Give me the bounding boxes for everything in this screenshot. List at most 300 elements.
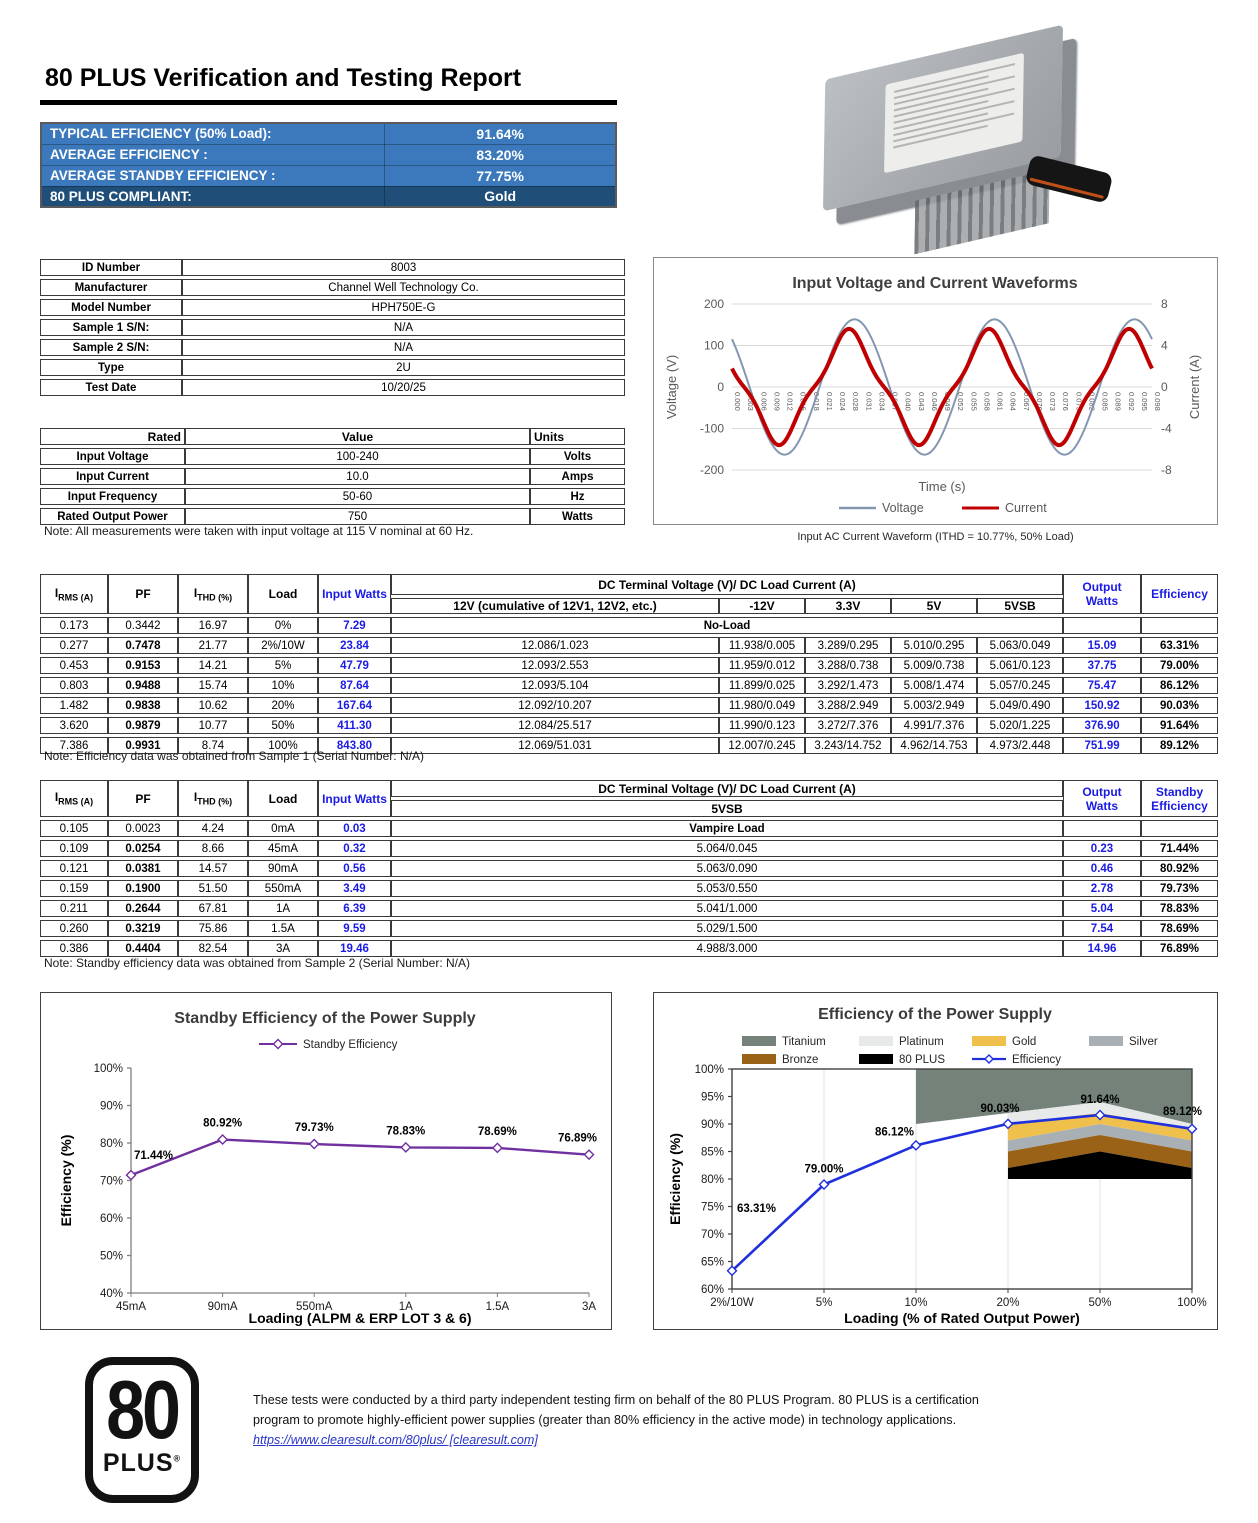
table-cell: 0.46	[1063, 860, 1141, 877]
table-cell: 0.121	[40, 860, 108, 877]
rated-row	[40, 448, 625, 465]
svg-text:Voltage (V): Voltage (V)	[664, 354, 679, 420]
svg-text:8: 8	[1161, 297, 1168, 311]
load-row	[40, 657, 1218, 674]
load-header: Load	[248, 780, 318, 817]
table-cell: 0.9488	[108, 677, 178, 694]
table-cell: 0.2644	[108, 900, 178, 917]
waveform-caption: Input AC Current Waveform (ITHD = 10.77%, 50% Load)	[797, 531, 1074, 543]
table-cell	[1063, 820, 1141, 837]
table-cell	[1063, 617, 1141, 634]
table-cell: 50-60	[185, 488, 530, 505]
table-cell: ID Number	[40, 259, 182, 276]
table-cell: 20%	[248, 697, 318, 714]
svg-text:0.024: 0.024	[838, 392, 847, 411]
table-cell: 5.049/0.490	[977, 697, 1063, 714]
svg-text:60%: 60%	[99, 1213, 123, 1225]
table-cell: 3A	[248, 940, 318, 957]
svg-text:0: 0	[717, 380, 724, 394]
table-cell: Input Voltage	[40, 448, 185, 465]
table-cell: 14.21	[178, 657, 248, 674]
table-cell: AVERAGE STANDBY EFFICIENCY :	[41, 165, 385, 186]
svg-text:-8: -8	[1161, 463, 1172, 477]
standby-test-table	[40, 777, 1218, 960]
svg-text:0.095: 0.095	[1139, 392, 1149, 411]
svg-text:0.067: 0.067	[1021, 392, 1031, 411]
table-cell: 75.47	[1063, 677, 1141, 694]
table-cell: 12.092/10.207	[391, 697, 719, 714]
svg-text:Input Voltage and Current Wave: Input Voltage and Current Waveforms	[792, 275, 1078, 292]
svg-text:0.092: 0.092	[1126, 392, 1136, 411]
table-cell: 3.292/1.473	[805, 677, 891, 694]
load-row	[40, 717, 1218, 734]
svg-text:79.73%: 79.73%	[294, 1122, 334, 1135]
value-header: Value	[185, 428, 530, 445]
svg-text:89.12%: 89.12%	[1162, 1105, 1202, 1118]
table-cell: 3.620	[40, 717, 108, 734]
table-cell: 5.003/2.949	[891, 697, 977, 714]
table-cell: 0.9153	[108, 657, 178, 674]
table-cell: 0.211	[40, 900, 108, 917]
table-cell: 4.973/2.448	[977, 737, 1063, 754]
svg-text:79.00%: 79.00%	[804, 1163, 844, 1176]
svg-text:Platinum: Platinum	[899, 1036, 944, 1048]
table-cell: 0.3442	[108, 617, 178, 634]
table-cell: Type	[40, 359, 182, 376]
footer-disclaimer	[253, 1390, 1111, 1450]
table-cell: 5.020/1.225	[977, 717, 1063, 734]
table-cell: 12.086/1.023	[391, 637, 719, 654]
standby-efficiency-chart	[40, 992, 612, 1330]
logo-80: 80	[106, 1363, 178, 1456]
load-row	[40, 677, 1218, 694]
table-cell: 0.56	[318, 860, 391, 877]
summary-row	[41, 165, 616, 186]
info-row	[40, 379, 625, 396]
svg-text:0.046: 0.046	[929, 392, 939, 411]
summary-table	[40, 122, 617, 208]
svg-text:0.073: 0.073	[1048, 392, 1057, 411]
table-cell: 1.482	[40, 697, 108, 714]
svg-text:70%: 70%	[700, 1229, 724, 1241]
table-cell: 0.3219	[108, 920, 178, 937]
svg-text:Efficiency of the Power Supply: Efficiency of the Power Supply	[818, 1006, 1052, 1023]
table-cell: 150.92	[1063, 697, 1141, 714]
svg-text:0.012: 0.012	[785, 392, 795, 411]
table-cell: 0.277	[40, 637, 108, 654]
svg-text:71.44%: 71.44%	[134, 1150, 174, 1163]
logo-plus: PLUS®	[102, 1449, 182, 1478]
svg-text:3A: 3A	[581, 1301, 597, 1313]
svg-text:65%: 65%	[700, 1256, 724, 1269]
table-cell: 5.063/0.090	[391, 860, 1063, 877]
svg-text:Current (A): Current (A)	[1187, 354, 1202, 420]
page-title: 80 PLUS Verification and Testing Report	[45, 64, 522, 92]
5vsb-header: 5VSB	[391, 800, 1063, 817]
table-cell: 90mA	[248, 860, 318, 877]
table-cell: 2U	[182, 359, 625, 376]
table-cell: 5%	[248, 657, 318, 674]
table-cell: 7.29	[318, 617, 391, 634]
svg-text:Silver: Silver	[1129, 1036, 1158, 1048]
table-cell: 0.159	[40, 880, 108, 897]
12v-header: 12V (cumulative of 12V1, 12V2, etc.)	[391, 598, 719, 614]
table-cell: Rated Output Power	[40, 508, 185, 525]
info-row	[40, 319, 625, 336]
info-row	[40, 339, 625, 356]
table-cell: 0.9838	[108, 697, 178, 714]
table-cell: 8.66	[178, 840, 248, 857]
table-cell: 75.86	[178, 920, 248, 937]
svg-text:-200: -200	[699, 463, 724, 477]
svg-text:0.098: 0.098	[1153, 392, 1162, 411]
svg-text:45mA: 45mA	[115, 1301, 147, 1313]
svg-text:70%: 70%	[99, 1175, 123, 1188]
table-cell: 45mA	[248, 840, 318, 857]
svg-text:Standby Efficiency: Standby Efficiency	[303, 1039, 398, 1051]
table-cell: 0.109	[40, 840, 108, 857]
svg-text:0.061: 0.061	[995, 392, 1005, 411]
svg-text:80 PLUS: 80 PLUS	[899, 1054, 946, 1066]
svg-text:4: 4	[1161, 338, 1168, 353]
table-cell: 83.20%	[385, 144, 616, 165]
footer-line1: These tests were conducted by a third party independent testing firm on behalf of the 80 PLUS Program. 80 PLUS is a certification	[253, 1393, 979, 1407]
table-cell: 5.064/0.045	[391, 840, 1063, 857]
table-cell: 37.75	[1063, 657, 1141, 674]
pf-header: PF	[108, 780, 178, 817]
table-cell: 100-240	[185, 448, 530, 465]
table-cell: 5.057/0.245	[977, 677, 1063, 694]
irms-header: $I_{RMS (A)}$	[40, 780, 108, 817]
clearesult-link[interactable]: https://www.clearesult.com/80plus/ [clearesult.com]	[253, 1433, 538, 1448]
table-cell: Amps	[530, 468, 625, 485]
table-cell: 411.30	[318, 717, 391, 734]
table-cell: 11.980/0.049	[719, 697, 805, 714]
output-watts-header: Output Watts	[1063, 780, 1141, 817]
svg-text:0.015: 0.015	[798, 392, 808, 411]
summary-row	[41, 186, 616, 207]
svg-text:80%: 80%	[99, 1138, 123, 1150]
table-cell: 10.62	[178, 697, 248, 714]
svg-text:63.31%: 63.31%	[737, 1203, 777, 1215]
table-cell: No-Load	[391, 617, 1063, 634]
table-cell: 80.92%	[1141, 860, 1218, 877]
svg-text:10%: 10%	[904, 1297, 928, 1309]
table-cell: 0%	[248, 617, 318, 634]
table-cell: 2%/10W	[248, 637, 318, 654]
table-cell: 0.0381	[108, 860, 178, 877]
table-cell	[1141, 820, 1218, 837]
svg-text:Efficiency (%): Efficiency (%)	[58, 1134, 74, 1227]
table-cell: 100%	[248, 737, 318, 754]
table-cell: 87.64	[318, 677, 391, 694]
table-cell: 80 PLUS COMPLIANT:	[41, 186, 385, 207]
summary-row	[41, 123, 616, 144]
standby-row	[40, 820, 1218, 837]
svg-text:-4: -4	[1161, 421, 1172, 436]
standby-row	[40, 860, 1218, 877]
table-cell: 3.289/0.295	[805, 637, 891, 654]
svg-text:Current: Current	[1005, 501, 1047, 515]
svg-text:Loading (% of Rated Output Pow: Loading (% of Rated Output Power)	[844, 1310, 1080, 1326]
table-cell: 3.288/2.949	[805, 697, 891, 714]
table-cell: Gold	[385, 186, 616, 207]
table-cell: 376.90	[1063, 717, 1141, 734]
standby-row	[40, 920, 1218, 937]
table-cell: 63.31%	[1141, 637, 1218, 654]
table-cell: 78.69%	[1141, 920, 1218, 937]
svg-text:0.028: 0.028	[851, 392, 861, 411]
table-cell: 0.1900	[108, 880, 178, 897]
svg-text:0.003: 0.003	[746, 392, 756, 411]
table-cell: 78.83%	[1141, 900, 1218, 917]
table-cell: 21.77	[178, 637, 248, 654]
rated-row	[40, 468, 625, 485]
svg-text:78.83%: 78.83%	[386, 1125, 426, 1138]
table-cell: 90.03%	[1141, 697, 1218, 714]
svg-text:0.079: 0.079	[1074, 392, 1084, 411]
svg-text:90.03%: 90.03%	[980, 1102, 1020, 1115]
svg-text:Efficiency: Efficiency	[1012, 1054, 1062, 1066]
svg-text:0.089: 0.089	[1113, 392, 1123, 411]
table-cell: 5.010/0.295	[891, 637, 977, 654]
table-cell: 0.173	[40, 617, 108, 634]
table-cell: 5.009/0.738	[891, 657, 977, 674]
svg-text:550mA: 550mA	[295, 1301, 333, 1313]
table-cell: 12.069/51.031	[391, 737, 719, 754]
table-cell: Hz	[530, 488, 625, 505]
svg-text:0.018: 0.018	[811, 392, 821, 411]
svg-text:50%: 50%	[99, 1250, 123, 1263]
svg-text:95%: 95%	[700, 1091, 724, 1104]
svg-text:0.076: 0.076	[1061, 392, 1071, 411]
svg-text:Efficiency (%): Efficiency (%)	[667, 1133, 683, 1225]
table-cell: 82.54	[178, 940, 248, 957]
svg-text:91.64%: 91.64%	[1080, 1093, 1120, 1106]
load-header: Load	[248, 574, 318, 614]
load-row	[40, 637, 1218, 654]
table-cell: N/A	[182, 339, 625, 356]
table-cell: 9.59	[318, 920, 391, 937]
table-cell: 10%	[248, 677, 318, 694]
dc-terminal-header: DC Terminal Voltage (V)/ DC Load Current (A)	[391, 574, 1063, 595]
svg-text:90%: 90%	[99, 1100, 123, 1113]
svg-text:0.070: 0.070	[1034, 392, 1044, 411]
standby-efficiency-header: Standby Efficiency	[1141, 780, 1218, 817]
5v-header: 5V	[891, 598, 977, 614]
table-cell: Volts	[530, 448, 625, 465]
table-cell: 47.79	[318, 657, 391, 674]
rated-row	[40, 508, 625, 525]
svg-text:90%: 90%	[700, 1119, 724, 1131]
standby-table-note: Note: Standby efficiency data was obtained from Sample 2 (Serial Number: N/A)	[44, 956, 470, 970]
dc-terminal-header: DC Terminal Voltage (V)/ DC Load Current (A)	[391, 780, 1063, 797]
ithd-header: $I_{THD (\%)}$	[178, 780, 248, 817]
svg-text:80.92%: 80.92%	[203, 1117, 243, 1130]
table-cell: 67.81	[178, 900, 248, 917]
table-cell: 79.73%	[1141, 880, 1218, 897]
table-cell: Channel Well Technology Co.	[182, 279, 625, 296]
table-cell: 51.50	[178, 880, 248, 897]
svg-text:0.058: 0.058	[982, 392, 992, 411]
table-cell: 19.46	[318, 940, 391, 957]
table-cell: 0.9879	[108, 717, 178, 734]
info-row	[40, 279, 625, 296]
table-cell: Test Date	[40, 379, 182, 396]
svg-text:-100: -100	[699, 421, 724, 436]
standby-row	[40, 900, 1218, 917]
svg-text:76.89%: 76.89%	[557, 1132, 597, 1145]
table-cell: 91.64%	[1141, 717, 1218, 734]
table-cell: 5.041/1.000	[391, 900, 1063, 917]
table-cell: 14.96	[1063, 940, 1141, 957]
table-cell: 3.49	[318, 880, 391, 897]
table-cell: 11.959/0.012	[719, 657, 805, 674]
table-cell: HPH750E-G	[182, 299, 625, 316]
svg-text:20%: 20%	[996, 1297, 1020, 1309]
table-cell: 8003	[182, 259, 625, 276]
info-row	[40, 259, 625, 276]
table-cell: 0.7478	[108, 637, 178, 654]
table-cell: 86.12%	[1141, 677, 1218, 694]
table-cell: 11.899/0.025	[719, 677, 805, 694]
5vsb-header: 5VSB	[977, 598, 1063, 614]
product-photo	[795, 18, 1115, 250]
table-cell: 0.260	[40, 920, 108, 937]
efficiency-header: Efficiency	[1141, 574, 1218, 614]
table-cell: 0.453	[40, 657, 108, 674]
load-row	[40, 617, 1218, 634]
table-cell: Vampire Load	[391, 820, 1063, 837]
table-cell: 79.00%	[1141, 657, 1218, 674]
info-row	[40, 299, 625, 316]
table-cell: Model Number	[40, 299, 182, 316]
svg-text:0.082: 0.082	[1087, 392, 1097, 411]
table-cell: 167.64	[318, 697, 391, 714]
table-cell: 71.44%	[1141, 840, 1218, 857]
svg-text:80%: 80%	[700, 1174, 724, 1186]
rated-note: Note: All measurements were taken with input voltage at 115 V nominal at 60 Hz.	[44, 524, 474, 538]
table-cell: Input Frequency	[40, 488, 185, 505]
svg-text:75%: 75%	[700, 1201, 724, 1214]
svg-text:100: 100	[703, 338, 724, 353]
table-cell: 0.4404	[108, 940, 178, 957]
table-cell: Input Current	[40, 468, 185, 485]
svg-text:Voltage: Voltage	[882, 501, 924, 515]
table-cell: 10.77	[178, 717, 248, 734]
table-cell: 4.988/3.000	[391, 940, 1063, 957]
svg-text:100%: 100%	[93, 1063, 123, 1075]
svg-text:0.085: 0.085	[1100, 392, 1110, 411]
table-cell: 89.12%	[1141, 737, 1218, 754]
table-cell: 4.24	[178, 820, 248, 837]
svg-text:85%: 85%	[700, 1146, 724, 1159]
table-cell: 0.32	[318, 840, 391, 857]
svg-text:2%/10W: 2%/10W	[710, 1297, 754, 1309]
svg-text:86.12%: 86.12%	[874, 1126, 914, 1139]
svg-text:90mA: 90mA	[207, 1301, 238, 1313]
svg-text:5%: 5%	[815, 1297, 833, 1309]
standby-row	[40, 940, 1218, 957]
table-cell: 7.54	[1063, 920, 1141, 937]
table-cell: 4.962/14.753	[891, 737, 977, 754]
svg-text:0.055: 0.055	[969, 392, 979, 411]
table-cell: 0.386	[40, 940, 108, 957]
table-cell: 10/20/25	[182, 379, 625, 396]
table-cell: 2.78	[1063, 880, 1141, 897]
table-cell: AVERAGE EFFICIENCY :	[41, 144, 385, 165]
table-cell: 10.0	[185, 468, 530, 485]
table-cell: 77.75%	[385, 165, 616, 186]
rated-header: Rated	[40, 428, 185, 445]
table-cell: 14.57	[178, 860, 248, 877]
rated-values-table	[40, 425, 625, 528]
table-cell: 0.9931	[108, 737, 178, 754]
table-cell: 76.89%	[1141, 940, 1218, 957]
svg-text:Gold: Gold	[1012, 1036, 1037, 1048]
svg-text:0.064: 0.064	[1008, 392, 1018, 411]
80plus-logo	[85, 1357, 199, 1503]
svg-text:1A: 1A	[398, 1301, 413, 1313]
standby-row	[40, 880, 1218, 897]
irms-header: $I_{RMS (A)}$	[40, 574, 108, 614]
output-watts-header: Output Watts	[1063, 574, 1141, 614]
table-cell: 11.990/0.123	[719, 717, 805, 734]
svg-text:100%: 100%	[694, 1064, 724, 1076]
table-cell: 0.105	[40, 820, 108, 837]
svg-text:0.040: 0.040	[903, 392, 913, 411]
svg-text:1.5A: 1.5A	[485, 1301, 510, 1313]
table-cell: Sample 2 S/N:	[40, 339, 182, 356]
svg-text:Standby Efficiency of the Powe: Standby Efficiency of the Power Supply	[174, 1010, 476, 1027]
table-cell: 750	[185, 508, 530, 525]
table-cell: 12.007/0.245	[719, 737, 805, 754]
units-header: Units	[530, 428, 625, 445]
load-test-table	[40, 571, 1218, 757]
unit-info-table	[40, 256, 625, 399]
table-cell: 7.386	[40, 737, 108, 754]
svg-text:Loading (ALPM & ERP LOT 3 & 6): Loading (ALPM & ERP LOT 3 & 6)	[248, 1310, 472, 1326]
table-cell: 23.84	[318, 637, 391, 654]
efficiency-chart	[653, 992, 1218, 1330]
ithd-header: $I_{THD (\%)}$	[178, 574, 248, 614]
svg-text:0.049: 0.049	[943, 392, 952, 411]
table-cell: 0mA	[248, 820, 318, 837]
svg-text:0.009: 0.009	[772, 392, 782, 411]
table-cell: Manufacturer	[40, 279, 182, 296]
svg-text:0.031: 0.031	[864, 392, 874, 411]
table-cell: 0.803	[40, 677, 108, 694]
table-cell: 1A	[248, 900, 318, 917]
table-cell: 5.008/1.474	[891, 677, 977, 694]
svg-text:200: 200	[703, 297, 724, 311]
svg-text:0.037: 0.037	[890, 392, 900, 411]
svg-text:0.034: 0.034	[877, 392, 887, 411]
table-cell: 5.04	[1063, 900, 1141, 917]
table-cell: 0.23	[1063, 840, 1141, 857]
table-cell: 5.063/0.049	[977, 637, 1063, 654]
svg-text:0.021: 0.021	[824, 392, 834, 411]
svg-text:Time (s): Time (s)	[918, 479, 966, 494]
table-cell: 751.99	[1063, 737, 1141, 754]
input-watts-header: Input Watts	[318, 574, 391, 614]
table-cell: 4.991/7.376	[891, 717, 977, 734]
svg-text:Titanium: Titanium	[782, 1036, 826, 1048]
table-cell: 0.03	[318, 820, 391, 837]
table-cell: 12.093/5.104	[391, 677, 719, 694]
table-cell: N/A	[182, 319, 625, 336]
rated-row	[40, 488, 625, 505]
